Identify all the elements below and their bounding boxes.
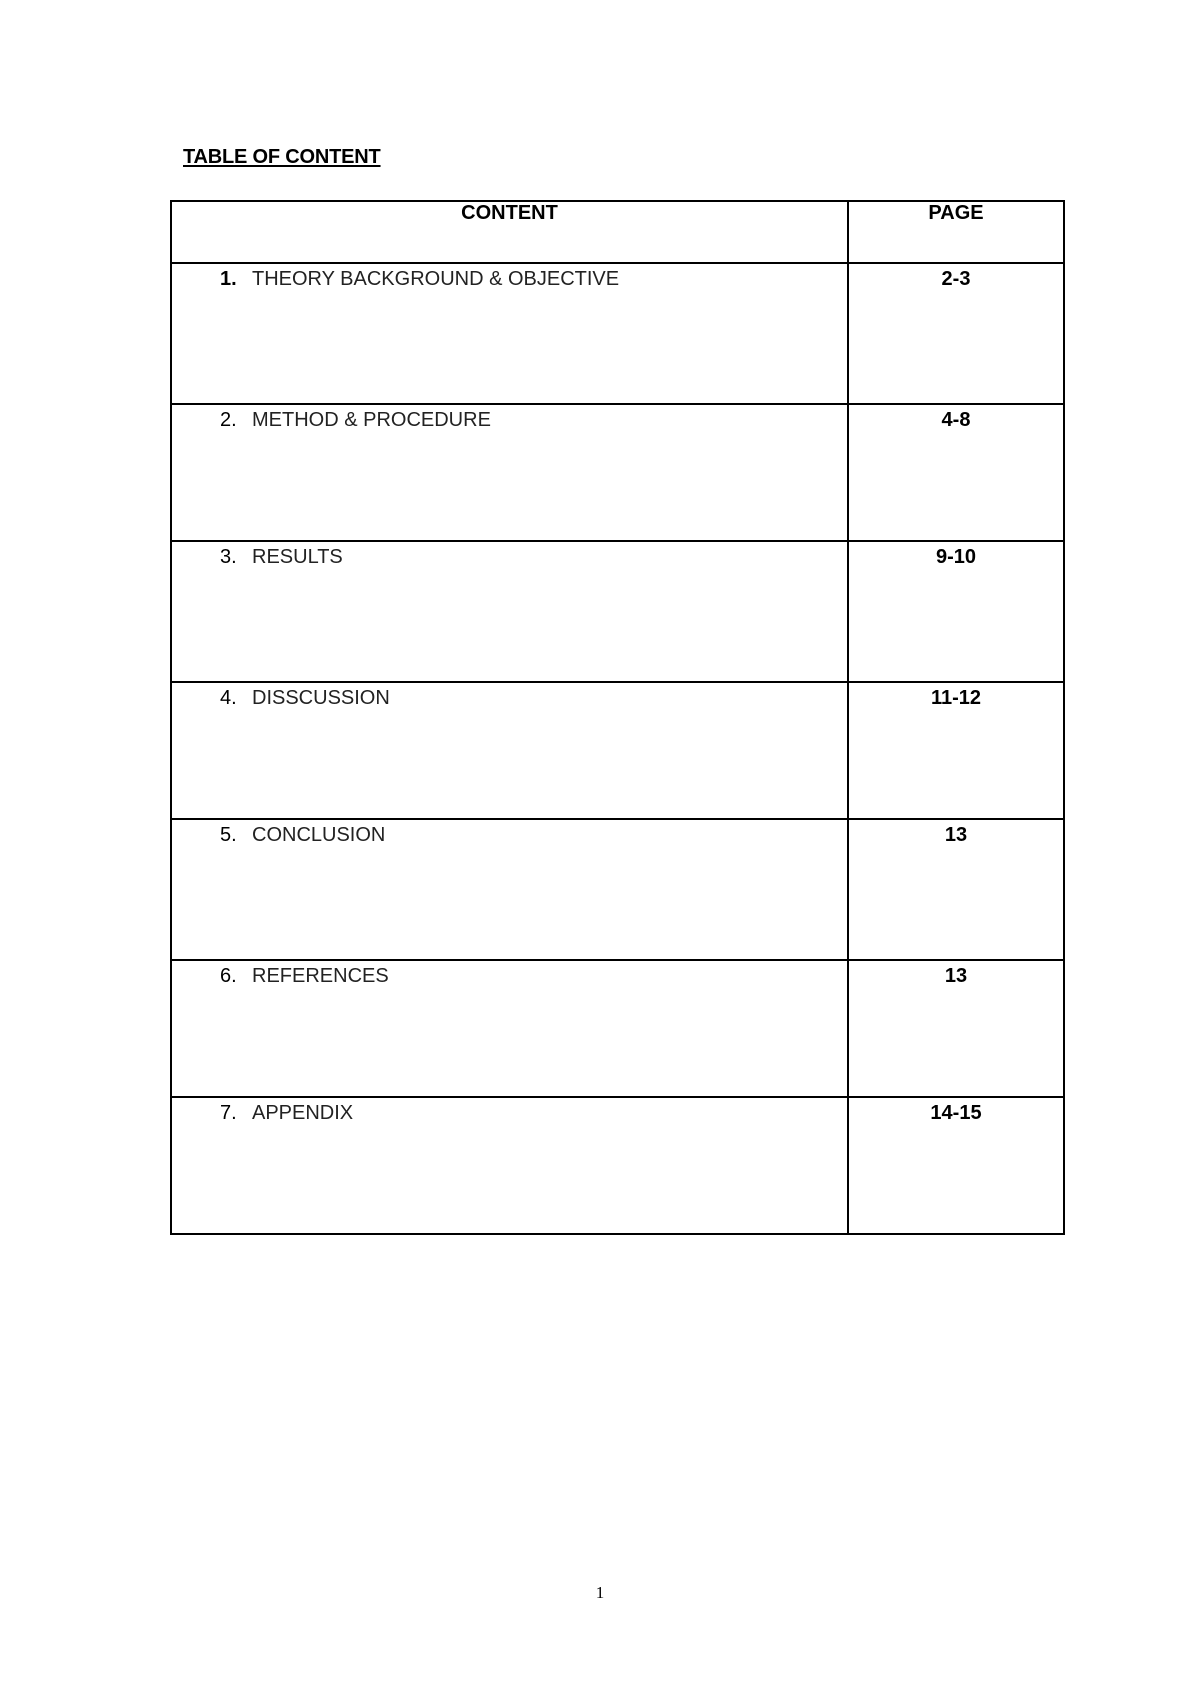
toc-page-cell [848, 263, 1064, 404]
toc-entry-pages: 2-3 [941, 268, 971, 290]
toc-entry-title: APPENDIX [252, 1102, 354, 1124]
toc-entry-cell [171, 1097, 848, 1234]
toc-entry-number: 5. [220, 824, 237, 846]
toc-header-row [171, 201, 1064, 263]
toc-entry-title: REFERENCES [252, 965, 389, 987]
table-row [171, 1097, 1064, 1234]
toc-entry-title: RESULTS [252, 546, 343, 568]
table-of-contents [170, 200, 1065, 1235]
toc-entry-number: 3. [220, 546, 237, 568]
toc-entry-cell [171, 682, 848, 819]
toc-entry-cell [171, 819, 848, 960]
toc-entry-number: 6. [220, 965, 237, 987]
page-number: 1 [595, 1583, 605, 1602]
toc-page-cell [848, 1097, 1064, 1234]
toc-entry-pages: 9-10 [935, 546, 977, 568]
toc-entry-number: 1. [220, 268, 237, 290]
toc-page-cell [848, 960, 1064, 1097]
content-column-header: CONTENT [171, 201, 848, 263]
toc-entry-cell [171, 541, 848, 682]
table-row [171, 404, 1064, 541]
toc-page-cell [848, 819, 1064, 960]
table-row [171, 682, 1064, 819]
toc-entry-pages: 13 [944, 965, 968, 987]
toc-entry-pages: 11-12 [930, 687, 982, 709]
toc-entry-pages: 4-8 [941, 409, 971, 431]
table-row [171, 541, 1064, 682]
document-heading: TABLE OF CONTENT [183, 146, 381, 168]
toc-entry-cell [171, 263, 848, 404]
toc-page-cell [848, 404, 1064, 541]
toc-page-cell [848, 682, 1064, 819]
toc-entry-cell [171, 404, 848, 541]
toc-page-cell [848, 541, 1064, 682]
toc-entry-title: THEORY BACKGROUND & OBJECTIVE [252, 268, 620, 290]
toc-entry-number: 4. [220, 687, 237, 709]
table-row [171, 819, 1064, 960]
table-row [171, 263, 1064, 404]
toc-entry-title: CONCLUSION [252, 824, 386, 846]
table-row [171, 960, 1064, 1097]
toc-entry-number: 7. [220, 1102, 237, 1124]
toc-entry-title: DISSCUSSION [252, 687, 390, 709]
toc-entry-pages: 14-15 [930, 1102, 982, 1124]
toc-entry-pages: 13 [944, 824, 968, 846]
toc-entry-title: METHOD & PROCEDURE [252, 409, 491, 431]
page-column-header: PAGE [848, 201, 1064, 263]
toc-entry-number: 2. [220, 409, 237, 431]
toc-entry-cell [171, 960, 848, 1097]
